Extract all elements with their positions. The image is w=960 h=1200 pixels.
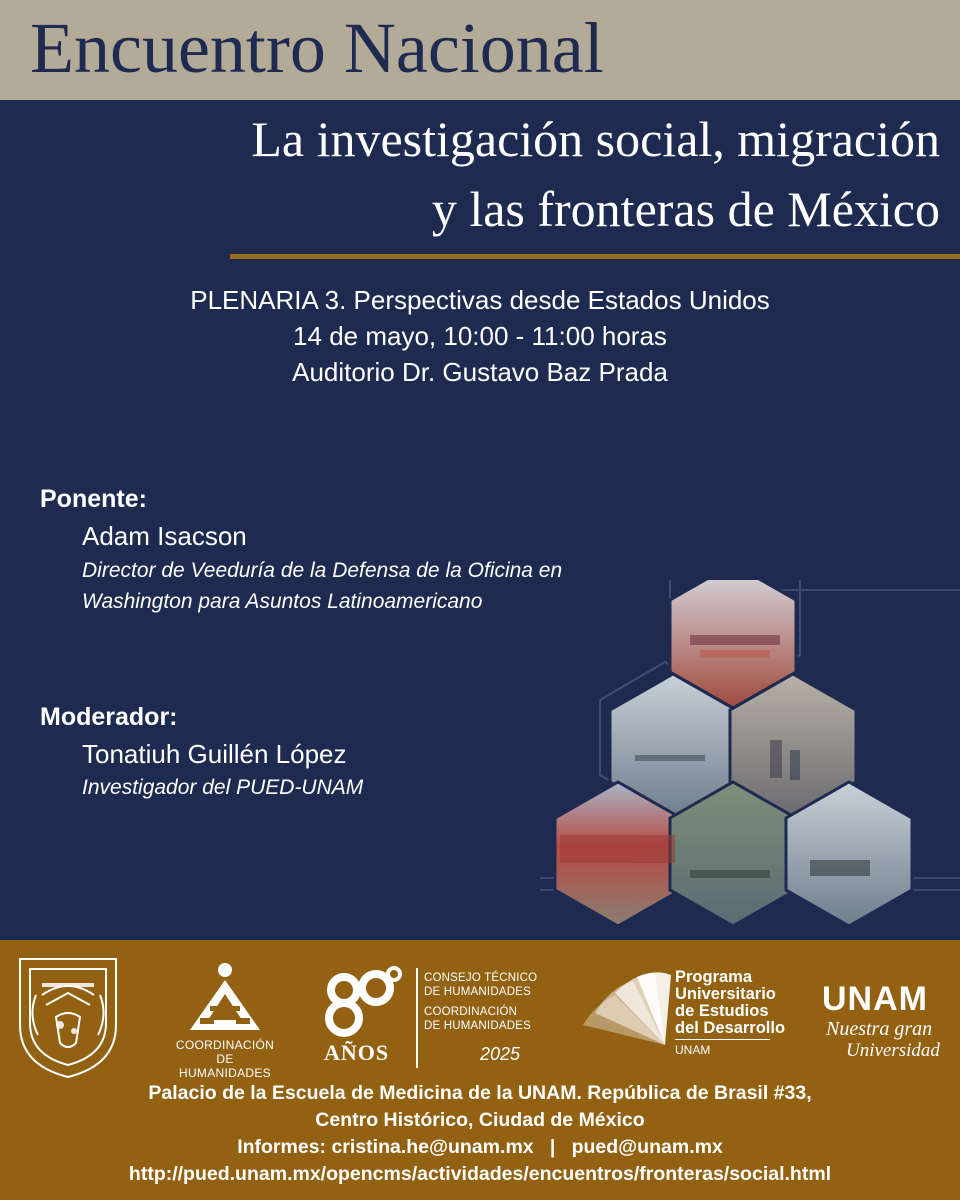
unam-word: UNAM xyxy=(822,980,928,1018)
venue-address: Palacio de la Escuela de Medicina de la UNAM. República de Brasil #33, xyxy=(148,1082,812,1104)
unam-wordmark-logo xyxy=(818,980,948,1060)
consejo-text: DE HUMANIDADES xyxy=(424,1020,531,1032)
event-title: Encuentro Nacional xyxy=(30,8,604,88)
pued-unam-text: UNAM xyxy=(675,1043,711,1057)
consejo-text: DE HUMANIDADES xyxy=(424,986,531,998)
anniversary-label: AÑOS xyxy=(324,1040,390,1065)
photo-collage xyxy=(540,580,960,940)
header-band xyxy=(0,0,960,100)
eighty-years-logo xyxy=(320,960,540,1070)
moderator-name: Tonatiuh Guillén López xyxy=(82,739,347,769)
consejo-text: CONSEJO TÉCNICO xyxy=(424,972,538,984)
event-url: http://pued.unam.mx/opencms/actividades/encuentros/fronteras/social.html xyxy=(128,1163,832,1185)
coordinacion-text: COORDINACIÓN xyxy=(175,1038,275,1052)
pued-name-text: Universitario xyxy=(675,985,776,1003)
moderator-position: Investigador del PUED-UNAM xyxy=(82,776,364,799)
venue-address: Centro Histórico, Ciudad de México xyxy=(315,1109,645,1131)
unam-tagline: Nuestra gran xyxy=(826,1018,933,1040)
footer-info xyxy=(0,1080,960,1188)
subtitle-line: La investigación social, migración xyxy=(251,111,940,167)
contact-info: Informes: cristina.he@unam.mx | pued@unam.mx xyxy=(237,1136,723,1158)
pued-name-text: de Estudios xyxy=(675,1002,769,1020)
unam-tagline: Universidad xyxy=(846,1040,940,1061)
event-subtitle xyxy=(251,104,940,244)
session-venue: Auditorio Dr. Gustavo Baz Prada xyxy=(292,357,668,387)
plenary-title: PLENARIA 3. Perspectivas desde Estados Unidos xyxy=(190,285,770,315)
pued-name-text: del Desarrollo xyxy=(675,1019,786,1037)
pued-logo xyxy=(575,965,786,1065)
subtitle-line: y las fronteras de México xyxy=(431,181,940,237)
pued-name-text: Programa xyxy=(675,968,753,986)
pued-fan-icon xyxy=(575,965,675,1055)
consejo-text: COORDINACIÓN xyxy=(424,1006,518,1018)
coordinacion-text: DE HUMANIDADES xyxy=(179,1052,271,1080)
anniversary-year: 2025 xyxy=(480,1044,521,1064)
speaker-position: Director de Veeduría de la Defensa de la Oficina en xyxy=(82,559,563,582)
speaker-position: Washington para Asuntos Latinoamericano xyxy=(82,590,483,613)
coordinacion-humanidades-logo xyxy=(170,960,280,1080)
title-divider xyxy=(230,254,960,259)
session-info xyxy=(0,282,960,390)
moderator-role-label: Moderador: xyxy=(40,703,178,731)
eighty-anniversary-icon xyxy=(320,960,410,1040)
speaker-name: Adam Isacson xyxy=(82,521,247,551)
speaker-role-label: Ponente: xyxy=(40,485,147,513)
pued-divider xyxy=(675,1039,770,1040)
logo-divider xyxy=(416,968,418,1068)
unam-coat-of-arms-logo xyxy=(12,955,124,1081)
session-date-time: 14 de mayo, 10:00 - 11:00 horas xyxy=(293,321,667,351)
